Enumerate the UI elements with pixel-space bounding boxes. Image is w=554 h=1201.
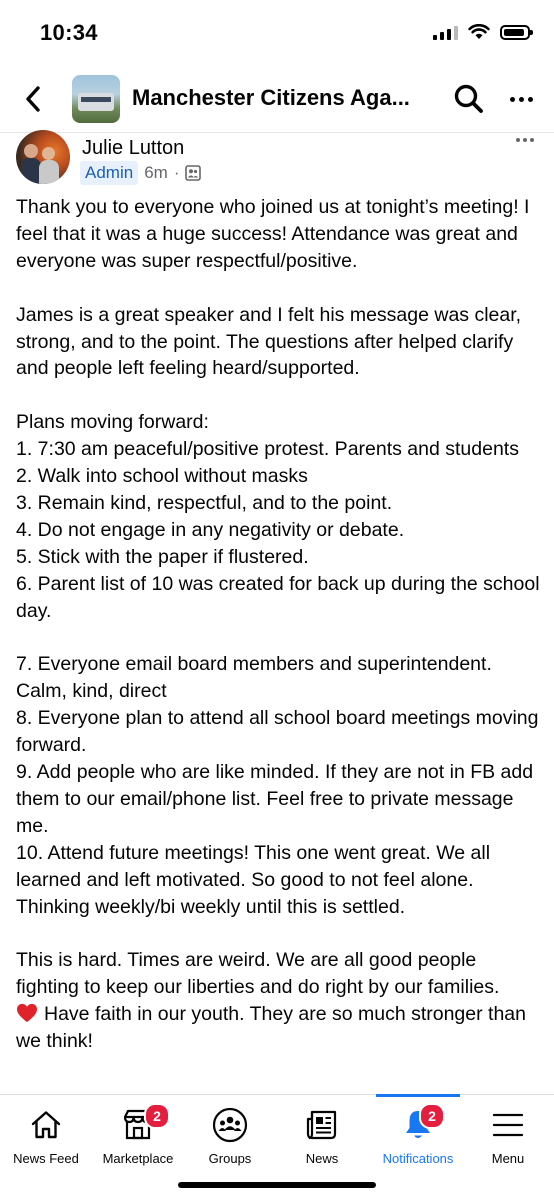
post-paragraph: Thank you to everyone who joined us at tonight’s meeting! I feel that it was a huge success! Attendance was great and everyone was super respectful/positive. xyxy=(16,196,530,272)
search-button[interactable] xyxy=(452,82,486,116)
tab-label: Marketplace xyxy=(102,1151,174,1166)
admin-badge: Admin xyxy=(80,161,138,185)
plan-item: 5. Stick with the paper if flustered. xyxy=(16,545,309,568)
tab-label: Groups xyxy=(208,1151,252,1166)
tab-label: Menu xyxy=(491,1151,525,1166)
post-options-button[interactable] xyxy=(516,138,534,142)
group-title[interactable]: Manchester Citizens Aga... xyxy=(132,85,410,110)
wifi-icon xyxy=(468,24,490,40)
author-avatar[interactable] xyxy=(16,130,70,184)
group-cover-thumbnail[interactable] xyxy=(72,75,120,123)
cellular-signal-icon xyxy=(433,24,458,40)
plan-item: 3. Remain kind, respectful, and to the point. xyxy=(16,491,393,514)
groups-icon xyxy=(212,1107,248,1143)
home-indicator xyxy=(178,1182,376,1188)
status-bar xyxy=(0,0,554,64)
plan-item: 1. 7:30 am peaceful/positive protest. Parents and students xyxy=(16,438,519,461)
tab-label: News xyxy=(305,1151,339,1166)
plan-item: 7. Everyone email board members and superintendent. Calm, kind, direct xyxy=(16,653,492,703)
chevron-left-icon xyxy=(25,86,41,112)
post-meta xyxy=(80,161,201,185)
tab-notifications[interactable] xyxy=(372,1095,464,1175)
plan-item: 4. Do not engage in any negativity or debate. xyxy=(16,518,405,541)
hamburger-menu-icon xyxy=(490,1107,526,1143)
notifications-badge: 2 xyxy=(419,1103,445,1129)
closing-line-wrapper xyxy=(16,1001,540,1055)
battery-icon xyxy=(500,25,530,40)
tab-marketplace[interactable] xyxy=(92,1095,184,1175)
post-text xyxy=(16,194,540,1055)
group-header xyxy=(0,66,554,133)
red-heart-icon xyxy=(16,1003,38,1023)
plan-item: 9. Add people who are like minded. If they are not in FB add them to our email/phone list. Feel free to private message me. xyxy=(16,760,534,837)
status-time: 10:34 xyxy=(40,20,98,45)
plan-item: 8. Everyone plan to attend all school board meetings moving forward. xyxy=(16,707,539,757)
tab-label: News Feed xyxy=(13,1151,79,1166)
back-button[interactable] xyxy=(18,82,48,116)
group-members-icon xyxy=(185,165,201,181)
tab-groups[interactable] xyxy=(184,1095,276,1175)
plan-item: 2. Walk into school without masks xyxy=(16,465,308,488)
plans-heading: Plans moving forward: xyxy=(16,411,209,434)
more-horizontal-icon xyxy=(510,97,515,102)
tab-label: Notifications xyxy=(382,1151,454,1166)
post-paragraph: James is a great speaker and I felt his message was clear, strong, and to the point. The questions after helped clarify and people left feeling heard/supported. xyxy=(16,303,522,380)
status-icons xyxy=(433,24,530,40)
meta-separator: · xyxy=(173,163,180,182)
plan-item: 10. Attend future meetings! This one went great. We all learned and left motivated. So good to not feel alone. Thinking weekly/bi weekly until this is settled. xyxy=(16,841,491,918)
tab-menu[interactable] xyxy=(462,1095,554,1175)
news-icon xyxy=(304,1107,340,1143)
home-icon xyxy=(28,1107,64,1143)
closing-line: Have faith in our youth. They are so much stronger than we think! xyxy=(16,1003,526,1053)
search-icon xyxy=(452,82,486,116)
tab-news-feed[interactable] xyxy=(0,1095,92,1175)
post-time[interactable]: 6m xyxy=(144,163,168,182)
marketplace-badge: 2 xyxy=(144,1103,170,1129)
tab-news[interactable] xyxy=(276,1095,368,1175)
author-name[interactable]: Julie Lutton xyxy=(82,137,185,159)
more-options-button[interactable] xyxy=(504,86,538,112)
plan-item: 6. Parent list of 10 was created for back up during the school day. xyxy=(16,572,540,622)
post-paragraph: This is hard. Times are weird. We are all good people fighting to keep our liberties and do right by our families. xyxy=(16,949,500,999)
